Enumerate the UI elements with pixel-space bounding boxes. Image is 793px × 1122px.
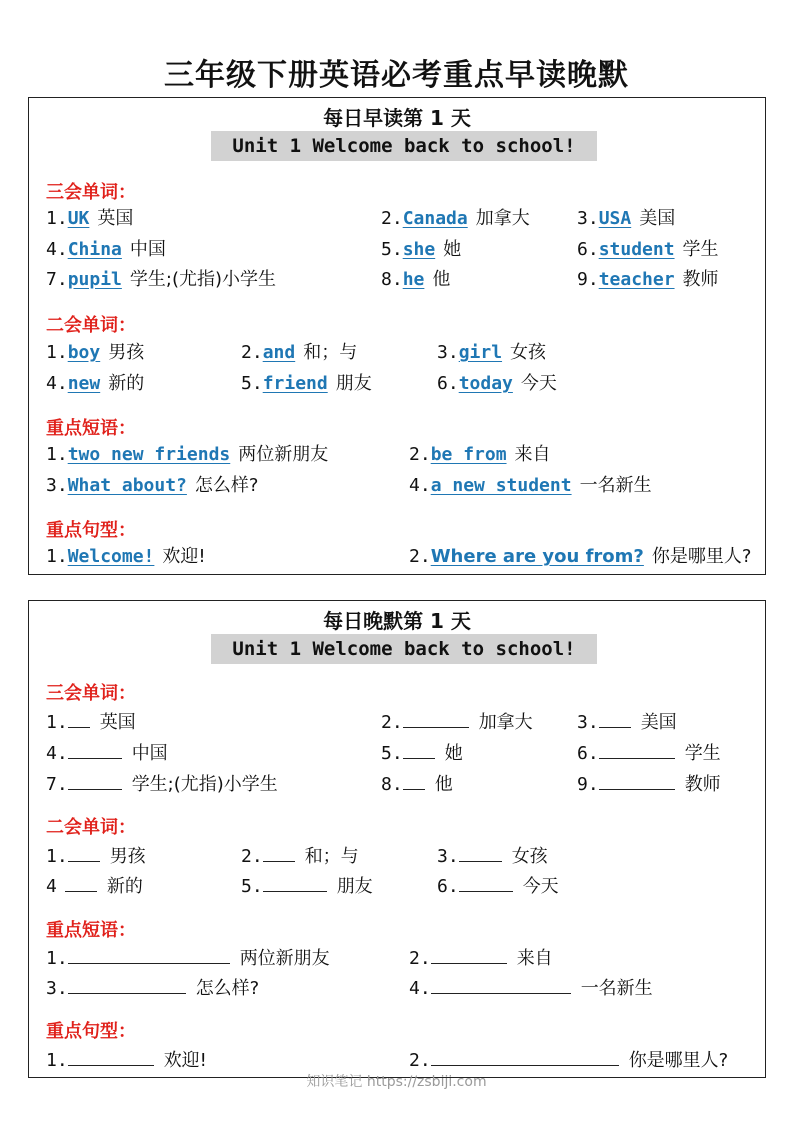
morning-sentence-item: 2.Where are you from? 你是哪里人? [409, 546, 752, 567]
answer-blank[interactable] [68, 945, 230, 964]
answer-blank[interactable] [403, 740, 435, 759]
answer-blank[interactable] [599, 771, 675, 790]
answer-blank[interactable] [68, 740, 122, 759]
evening-blank-item: 3. 女孩 [437, 843, 548, 869]
evening-blank-item: 6. 学生 [577, 740, 721, 766]
morning-word-item: 9.teacher 教师 [577, 269, 719, 290]
answer-blank[interactable] [68, 843, 100, 862]
morning-word-item: 5.friend 朋友 [241, 373, 372, 394]
evening-blank-item: 4. 一名新生 [409, 975, 653, 1001]
evening-blank-item: 2. 来自 [409, 945, 553, 971]
morning-word-item: 2.and 和；与 [241, 342, 358, 363]
evening-blank-item: 3. 美国 [577, 709, 677, 735]
morning-word-item: 2.Canada 加拿大 [381, 208, 530, 229]
evening-blank-item: 8. 他 [381, 771, 453, 797]
evening-blank-item: 1. 英国 [46, 709, 136, 735]
evening-blank-item: 4 新的 [46, 873, 143, 899]
answer-blank[interactable] [599, 740, 675, 759]
morning-word-item: 4.China 中国 [46, 239, 166, 260]
answer-blank[interactable] [459, 873, 513, 892]
morning-word-item: 3.girl 女孩 [437, 342, 547, 363]
page-title: 三年级下册英语必考重点早读晚默 [164, 58, 629, 93]
morning-word-item: 6.student 学生 [577, 239, 719, 260]
evening-blank-item: 1. 男孩 [46, 843, 146, 869]
morning-section-three-words: 三会单词： [46, 182, 136, 203]
morning-word-item: 1.UK 英国 [46, 208, 134, 229]
answer-blank[interactable] [68, 1047, 154, 1066]
evening-blank-item: 2. 和；与 [241, 843, 359, 869]
evening-dictation-card [28, 600, 766, 1078]
evening-section-sentences: 重点句型： [46, 1021, 136, 1042]
evening-card-title: 每日晚默第 1 天 [323, 609, 471, 633]
morning-phrase-item: 3.What about? 怎么样? [46, 475, 259, 496]
morning-phrase-item: 1.two new friends 两位新朋友 [46, 444, 329, 465]
evening-blank-item: 7. 学生;(尤指)小学生 [46, 771, 278, 797]
evening-section-phrases: 重点短语： [46, 920, 136, 941]
answer-blank[interactable] [65, 873, 97, 892]
evening-blank-item: 1. 两位新朋友 [46, 945, 330, 971]
answer-blank[interactable] [599, 709, 631, 728]
morning-word-item: 6.today 今天 [437, 373, 557, 394]
evening-blank-item: 4. 中国 [46, 740, 168, 766]
morning-word-item: 7.pupil 学生;(尤指)小学生 [46, 269, 276, 290]
answer-blank[interactable] [431, 945, 507, 964]
morning-word-item: 1.boy 男孩 [46, 342, 145, 363]
evening-blank-item: 3. 怎么样? [46, 975, 259, 1001]
answer-blank[interactable] [68, 975, 186, 994]
evening-section-three-words: 三会单词： [46, 683, 136, 704]
answer-blank[interactable] [403, 771, 425, 790]
morning-sentence-item: 1.Welcome! 欢迎! [46, 546, 206, 567]
evening-section-two-words: 二会单词： [46, 817, 136, 838]
morning-section-sentences: 重点句型： [46, 520, 136, 541]
evening-blank-item: 2. 你是哪里人? [409, 1047, 728, 1073]
answer-blank[interactable] [68, 771, 122, 790]
answer-blank[interactable] [403, 709, 469, 728]
footer-watermark: 知识笔记 https://zsbiji.com [306, 1074, 487, 1090]
morning-phrase-item: 2.be from 来自 [409, 444, 551, 465]
morning-word-item: 3.USA 美国 [577, 208, 676, 229]
answer-blank[interactable] [431, 1047, 619, 1066]
answer-blank[interactable] [459, 843, 502, 862]
evening-blank-item: 2. 加拿大 [381, 709, 533, 735]
morning-section-phrases: 重点短语： [46, 418, 136, 439]
morning-word-item: 5.she 她 [381, 239, 462, 260]
evening-blank-item: 1. 欢迎! [46, 1047, 207, 1073]
morning-card-title: 每日早读第 1 天 [323, 106, 471, 130]
answer-blank[interactable] [263, 843, 295, 862]
answer-blank[interactable] [68, 709, 90, 728]
morning-phrase-item: 4.a new student 一名新生 [409, 475, 652, 496]
evening-unit-banner: Unit 1 Welcome back to school! [211, 634, 597, 664]
evening-blank-item: 6. 今天 [437, 873, 559, 899]
morning-reading-card [28, 97, 766, 575]
answer-blank[interactable] [431, 975, 571, 994]
morning-word-item: 8.he 他 [381, 269, 451, 290]
morning-word-item: 4.new 新的 [46, 373, 145, 394]
evening-blank-item: 9. 教师 [577, 771, 721, 797]
answer-blank[interactable] [263, 873, 327, 892]
morning-unit-banner: Unit 1 Welcome back to school! [211, 131, 597, 161]
morning-section-two-words: 二会单词： [46, 315, 136, 336]
evening-blank-item: 5. 朋友 [241, 873, 373, 899]
evening-blank-item: 5. 她 [381, 740, 463, 766]
